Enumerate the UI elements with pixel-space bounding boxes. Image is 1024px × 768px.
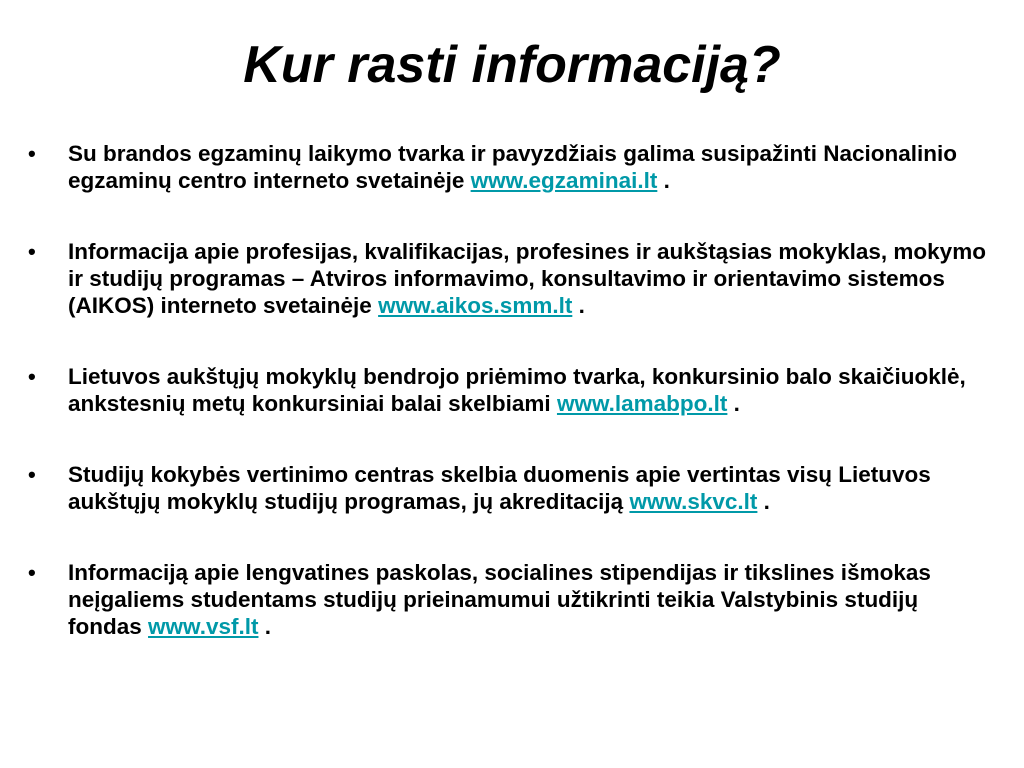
bullet-icon: • (28, 141, 36, 166)
link-skvc[interactable]: www.skvc.lt (629, 489, 758, 514)
bullet-item-lamabpo (28, 363, 998, 417)
bullet-suffix: . (572, 293, 585, 318)
bullet-suffix: . (727, 391, 740, 416)
link-egzaminai[interactable]: www.egzaminai.lt (470, 168, 658, 193)
bullet-suffix: . (757, 489, 770, 514)
bullet-icon: • (28, 560, 36, 585)
slide-title: Kur rasti informaciją? (243, 36, 781, 94)
bullet-suffix: . (258, 614, 271, 639)
bullet-item-egzaminai (28, 140, 998, 194)
bullet-text: Studijų kokybės vertinimo centras skelbia duomenis apie vertintas visų Lietuvos aukštųjų mokyklų studijų programas, jų akreditaciją (68, 462, 931, 514)
bullet-suffix: . (657, 168, 670, 193)
bullet-text: Informaciją apie lengvatines paskolas, socialines stipendijas ir tikslines išmokas neįgaliems studentams studijų prieinamumui užtikrinti teikia Valstybinis studijų fondas (68, 560, 931, 639)
bullet-text: Su brandos egzaminų laikymo tvarka ir pavyzdžiais galima susipažinti Nacionalinio egzaminų centro interneto svetainėje (68, 141, 958, 193)
bullet-icon: • (28, 239, 36, 264)
bullet-icon: • (28, 364, 36, 389)
bullet-text: Informacija apie profesijas, kvalifikacijas, profesines ir aukštąsias mokyklas, mokymo ir studijų programas – Atviros informavimo, konsultavimo ir orientavimo sistemos (AIKOS) interneto svetainėje (68, 239, 986, 318)
bullet-icon: • (28, 462, 36, 487)
bullet-list (28, 140, 998, 640)
link-aikos[interactable]: www.aikos.smm.lt (378, 293, 573, 318)
bullet-item-vsf (28, 559, 998, 640)
link-vsf[interactable]: www.vsf.lt (148, 614, 259, 639)
bullet-text: Lietuvos aukštųjų mokyklų bendrojo priėmimo tvarka, konkursinio balo skaičiuoklė, ankstesnių metų konkursiniai balai skelbiami (68, 364, 966, 416)
bullet-item-skvc (28, 461, 998, 515)
bullet-item-aikos (28, 238, 998, 319)
link-lamabpo[interactable]: www.lamabpo.lt (556, 391, 728, 416)
